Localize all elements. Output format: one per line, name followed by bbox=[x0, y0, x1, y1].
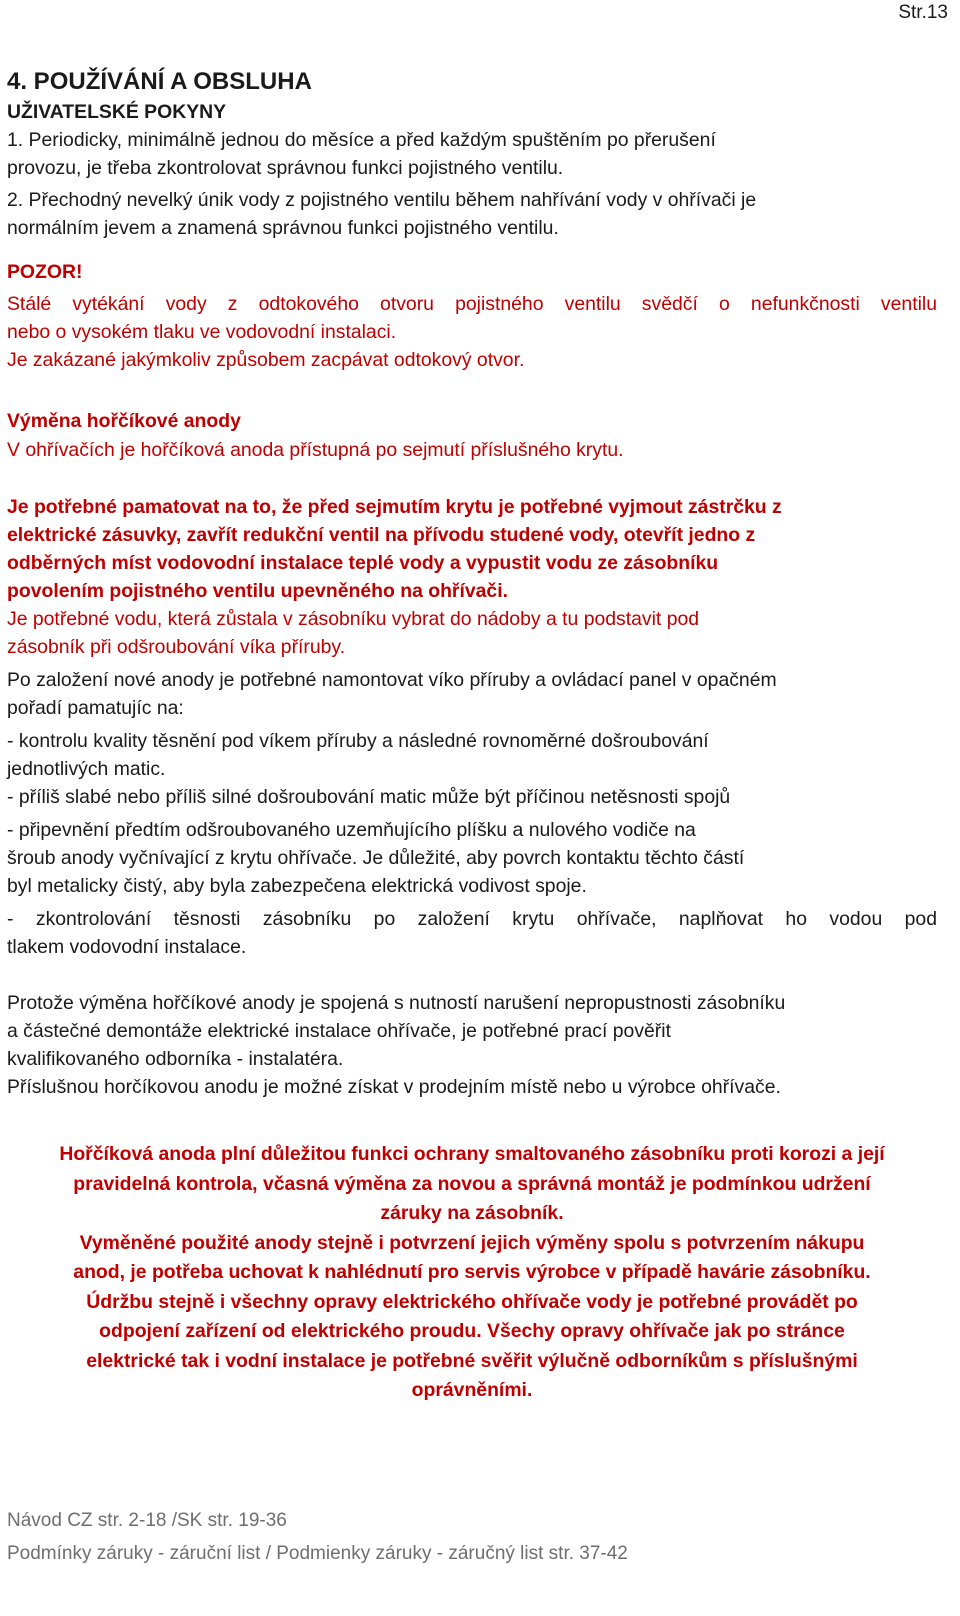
notice-line: Hořčíková anoda plní důležitou funkci ochrany smaltovaného zásobníku proti korozi a její bbox=[59, 1143, 885, 1165]
instruction-item-1 bbox=[7, 126, 937, 182]
safety-line: elektrické zásuvky, zavřít redukční ventil na přívodu studené vody, otevřít jedno z bbox=[7, 524, 756, 546]
notice-line: odpojení zařízení od elektrického proudu. Všechy opravy ohřívače jak po stránce bbox=[99, 1320, 845, 1342]
footer-line-2: Podmínky záruky - záruční list / Podmienky záruky - záručný list str. 37-42 bbox=[7, 1543, 628, 1564]
mount-line: pořadí pamatujíc na: bbox=[7, 697, 184, 719]
anode-safety-block bbox=[7, 493, 937, 605]
anode-intro: V ohřívačích je hořčíková anoda přístupná po sejmutí příslušného krytu. bbox=[7, 439, 624, 461]
drain-line: Je potřebné vodu, která zůstala v zásobníku vybrat do nádoby a tu podstavit pod bbox=[7, 608, 700, 630]
checklist-item: - připevnění předtím odšroubovaného uzemňujícího plíšku a nulového vodiče na bbox=[7, 819, 696, 841]
qualified-paragraph bbox=[7, 989, 937, 1101]
anode-notice bbox=[7, 1140, 937, 1406]
item-2-line: normálním jevem a znamená správnou funkci pojistného ventilu. bbox=[7, 217, 559, 239]
qualified-line: Protože výměna hořčíkové anody je spojená s nutností narušení nepropustnosti zásobníku bbox=[7, 992, 786, 1014]
page-number: Str.13 bbox=[898, 2, 948, 23]
notice-line: Údržbu stejně i všechny opravy elektrického ohřívače vody je potřebné provádět po bbox=[86, 1290, 858, 1313]
checklist-item: - příliš slabé nebo příliš silné došroubování matic může být příčinou netěsnosti spojů bbox=[7, 786, 731, 808]
qualified-line: a částečné demontáže elektrické instalace ohřívače, je potřebné prací pověřit bbox=[7, 1020, 671, 1042]
safety-line: odběrných míst vodovodní instalace teplé vody a vypustit vodu ze zásobníku bbox=[7, 552, 719, 574]
mount-line: Po založení nové anody je potřebné namontovat víko příruby a ovládací panel v opačném bbox=[7, 669, 777, 691]
item-1-line: 1. Periodicky, minimálně jednou do měsíce a před každým spuštěním po přerušení bbox=[7, 129, 716, 151]
warning-line: Je zakázané jakýmkoliv způsobem zacpávat odtokový otvor. bbox=[7, 349, 525, 371]
warning-label: POZOR! bbox=[7, 261, 83, 283]
notice-line: záruky na zásobník. bbox=[380, 1202, 564, 1224]
notice-line: anod, je potřeba uchovat k nahlédnutí pro servis výrobce v případě havárie zásobníku. bbox=[73, 1261, 871, 1283]
footer-line-1: Návod CZ str. 2-18 /SK str. 19-36 bbox=[7, 1510, 287, 1531]
notice-line: Vyměněné použité anody stejně i potvrzení jejich výměny spolu s potvrzením nákupu bbox=[79, 1231, 865, 1254]
qualified-line: Příslušnou horčíkovou anodu je možné získat v prodejním místě nebo u výrobce ohřívače. bbox=[7, 1076, 781, 1098]
mount-paragraph bbox=[7, 666, 937, 722]
safety-line: Je potřebné pamatovat na to, že před sejmutím krytu je potřebné vyjmout zástrčku z bbox=[7, 496, 782, 518]
drain-line: zásobník při odšroubování víka příruby. bbox=[7, 636, 346, 658]
anode-heading: Výměna hořčíkové anody bbox=[7, 410, 241, 432]
checklist-item: šroub anody vyčnívající z krytu ohřívače. Je důležité, aby povrch kontaktu těchto částí bbox=[7, 847, 745, 869]
notice-line: elektrické tak i vodní instalace je potřebné svěřit výlučně odborníkům s příslušnými bbox=[86, 1349, 858, 1372]
safety-line: povolením pojistného ventilu upevněného na ohřívači. bbox=[7, 580, 508, 602]
instruction-item-2 bbox=[7, 186, 937, 242]
warning-line: Stálé vytékání vody z odtokového otvoru pojistného ventilu svědčí o nefunkčnosti ventilu bbox=[7, 293, 937, 315]
checklist-item: byl metalicky čistý, aby byla zabezpečena elektrická vodivost spoje. bbox=[7, 875, 587, 897]
item-1-line: provozu, je třeba zkontrolovat správnou funkci pojistného ventilu. bbox=[7, 157, 564, 179]
manual-page-content bbox=[7, 66, 937, 1406]
checklist-item: - kontrolu kvality těsnění pod víkem příruby a následné rovnoměrné došroubování bbox=[7, 730, 709, 752]
checklist bbox=[7, 727, 937, 961]
checklist-item: jednotlivých matic. bbox=[7, 758, 166, 780]
warning-line: nebo o vysokém tlaku ve vodovodní instalaci. bbox=[7, 321, 397, 343]
item-2-line: 2. Přechodný nevelký únik vody z pojistného ventilu během nahřívání vody v ohřívači je bbox=[7, 189, 757, 211]
checklist-item: - zkontrolování těsnosti zásobníku po založení krytu ohřívače, naplňovat ho vodou pod bbox=[7, 908, 937, 930]
drain-paragraph bbox=[7, 605, 937, 661]
section-title: 4. POUŽÍVÁNÍ A OBSLUHA bbox=[7, 68, 312, 95]
warning-block bbox=[7, 258, 937, 374]
notice-line: oprávněními. bbox=[411, 1379, 533, 1401]
checklist-item: tlakem vodovodní instalace. bbox=[7, 936, 247, 958]
section-subtitle: UŽIVATELSKÉ POKYNY bbox=[7, 101, 227, 123]
qualified-line: kvalifikovaného odborníka - instalatéra. bbox=[7, 1048, 344, 1070]
notice-line: pravidelná kontrola, včasná výměna za novou a správná montáž je podmínkou udržení bbox=[73, 1172, 871, 1195]
